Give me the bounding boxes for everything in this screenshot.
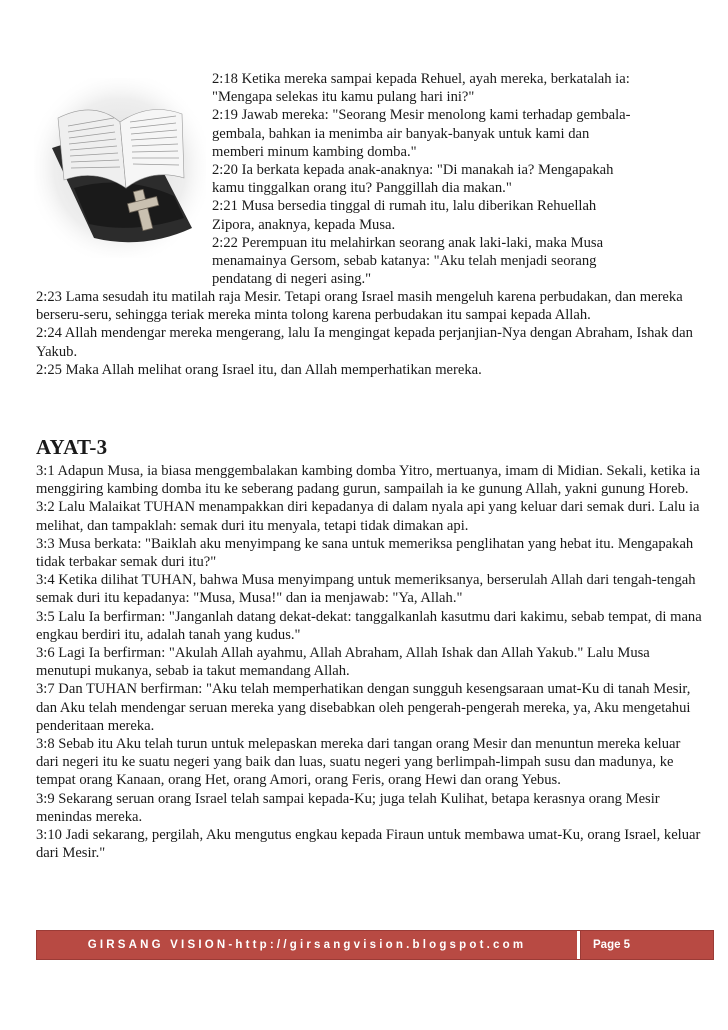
chapter-3-section [36,434,706,862]
footer-site-banner [37,931,580,959]
verse-line: 2:22 Perempuan itu melahirkan seorang anak laki-laki, maka Musa [212,234,604,251]
verse-line: gembala, bahkan ia menimba air banyak-banyak untuk kami dan [212,125,590,142]
verse-paragraph: 3:9 Sekarang seruan orang Israel telah sampai kepada-Ku; juga telah Kulihat, betapa kerasnya orang Mesir menindas mereka. [36,790,660,825]
verse-line: 2:20 Ia berkata kepada anak-anaknya: "Di manakah ia? Mengapakah [212,162,614,179]
open-bible-with-cross-image [34,78,206,258]
verse-line: menamainya Gersom, sebab katanya: "Aku telah menjadi seorang [212,253,597,270]
bible-icon [34,78,206,258]
section-heading: AYAT-3 [36,435,108,459]
verse-paragraph: 3:5 Lalu Ia berfirman: "Janganlah datang dekat-dekat: tanggalkanlah kasutmu dari kakimu, sebab tempat, di mana engkau berdiri itu, adalah tanah yang kudus." [36,608,702,643]
footer-site-text: GIRSANG VISION-http://girsangvision.blogspot.com [87,939,527,951]
verse-paragraph: 3:1 Adapun Musa, ia biasa menggembalakan kambing domba Yitro, mertuanya, imam di Midian. Sekali, ketika ia menggiring kambing domba itu ke seberang padang gurun, sampailah ia ke gunung Allah, yakni gunung Horeb. [36,463,701,498]
chapter-2-verses [36,288,706,379]
intro-verses-block [212,70,712,288]
page-number-text: Page 5 [593,939,631,951]
verse-paragraph: 3:6 Lagi Ia berfirman: "Akulah Allah ayahmu, Allah Abraham, Allah Ishak dan Allah Yakub." Lalu Musa menutupi mukanya, sebab ia takut memandang Allah. [36,645,650,680]
verse-paragraph: 3:4 Ketika dilihat TUHAN, bahwa Musa menyimpang untuk memeriksanya, berserulah Allah dari tengah-tengah semak duri itu kepadanya: "Musa, Musa!" dan ia menjawab: "Ya, Allah." [36,572,696,607]
verse-line: pendatang di negeri asing." [212,271,372,288]
verse-line: kamu tinggalkan orang itu? Panggillah dia makan." [212,180,512,197]
verse-paragraph: 2:24 Allah mendengar mereka mengerang, lalu Ia mengingat kepada perjanjian-Nya dengan Abraham, Ishak dan Yakub. [36,325,693,360]
verse-paragraph: 3:3 Musa berkata: "Baiklah aku menyimpang ke sana untuk memeriksa penglihatan yang hebat itu. Mengapakah tidak terbakar semak duri itu?" [36,535,694,571]
verse-paragraph: 2:23 Lama sesudah itu matilah raja Mesir. Tetapi orang Israel masih mengeluh karena perbudakan, dan mereka berseru-seru, sehingga teriak mereka minta tolong karena perbudakan itu sampai kepada Allah. [36,289,683,324]
verse-line: 2:18 Ketika mereka sampai kepada Rehuel, ayah mereka, berkatalah ia: [212,71,630,87]
verse-line: Zipora, anaknya, kepada Musa. [212,216,396,233]
verse-paragraph: 3:2 Lalu Malaikat TUHAN menampakkan diri kepadanya di dalam nyala api yang keluar dari semak duri. Lalu ia melihat, dan tampaklah: semak duri itu menyala, tetapi tidak dimakan api. [36,499,700,534]
footer-page-number [580,931,713,959]
verse-paragraph: 3:8 Sebab itu Aku telah turun untuk melepaskan mereka dari tangan orang Mesir dan menuntun mereka keluar dari negeri itu ke suatu negeri yang baik dan luas, suatu negeri yang berlimpah-limpah susu dan madunya, ke tempat orang Kanaan, orang Het, orang Amori, orang Feris, orang Hewi dan orang Yebus. [36,736,681,789]
verse-line: memberi minum kambing domba." [212,143,417,160]
verse-line: "Mengapa selekas itu kamu pulang hari ini?" [212,89,475,106]
verse-line: 2:19 Jawab mereka: "Seorang Mesir menolong kami terhadap gembala- [212,107,631,124]
verse-paragraph: 3:10 Jadi sekarang, pergilah, Aku mengutus engkau kepada Firaun untuk membawa umat-Ku, orang Israel, keluar dari Mesir." [36,827,701,862]
verse-paragraph: 2:25 Maka Allah melihat orang Israel itu, dan Allah memperhatikan mereka. [36,361,482,378]
verse-line: 2:21 Musa bersedia tinggal di rumah itu, lalu diberikan Rehuellah [212,198,597,215]
page-footer [36,930,714,960]
verse-paragraph: 3:7 Dan TUHAN berfirman: "Aku telah memperhatikan dengan sungguh kesengsaraan umat-Ku di tanah Mesir, dan Aku telah mendengar seruan mereka yang disebabkan oleh pengerah-pengerah mereka, ya, Aku mengetahui penderitaan mereka. [36,681,691,734]
